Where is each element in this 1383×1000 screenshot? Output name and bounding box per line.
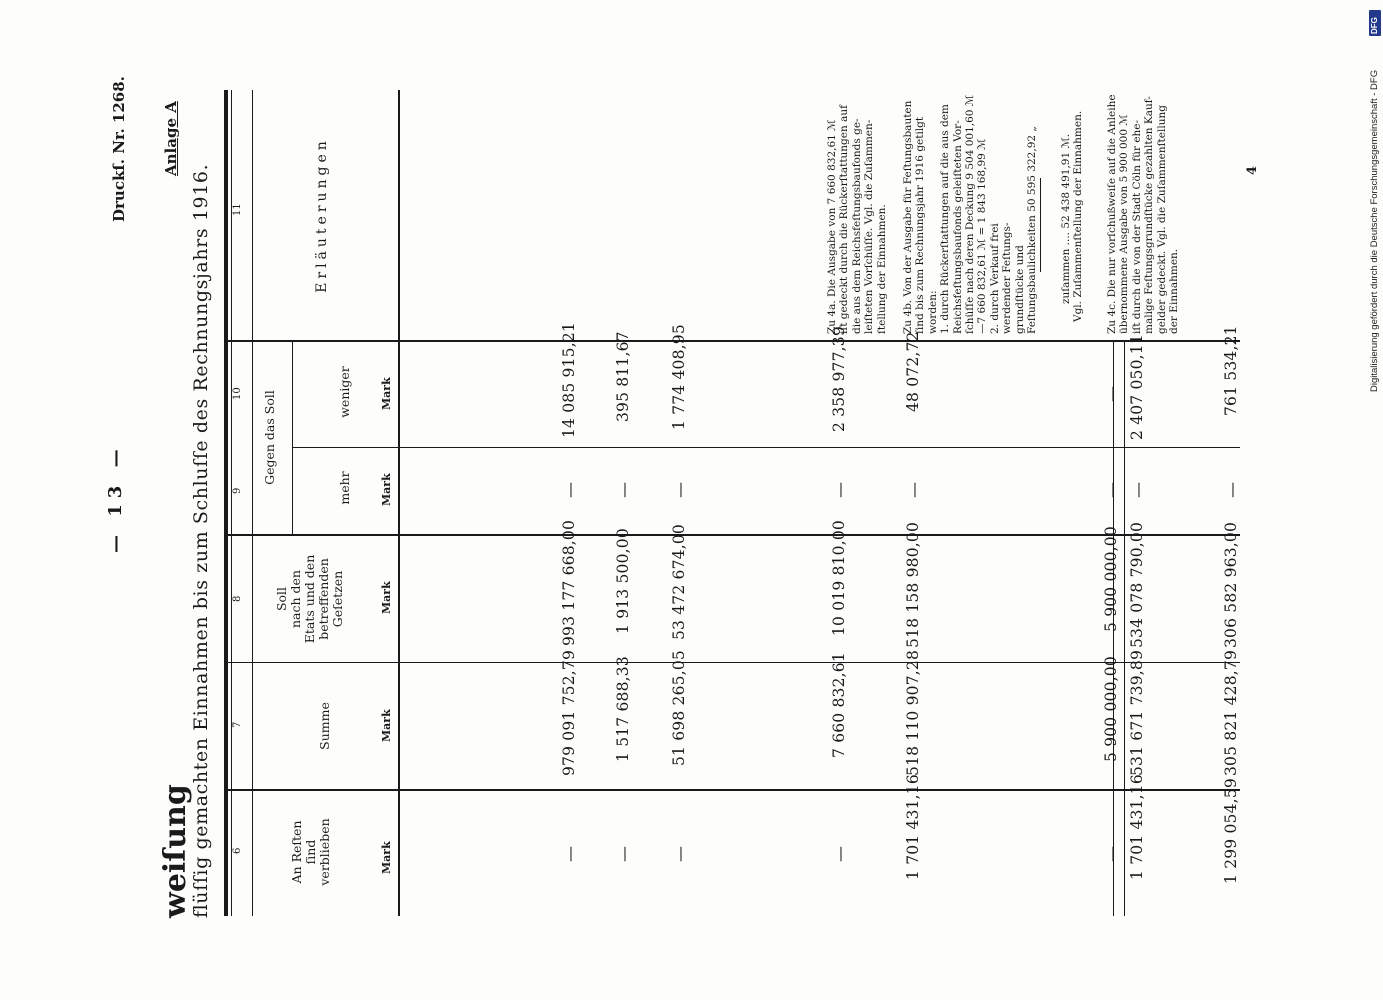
table-top-rule <box>224 90 228 916</box>
col-rule-9-10 <box>292 447 1240 448</box>
row8-col10: 761 534,21 <box>1222 325 1240 416</box>
row7-col10: 2 407 050,11 <box>1128 334 1146 440</box>
note-4b-total: zuſammen .... 52 438 491,91 ℳ. Vgl. Zuſammenſtellung der Einnahmen. <box>1060 110 1085 322</box>
row8-col7: 305 821 428,79 <box>1222 649 1240 776</box>
row4-col6: — <box>830 846 849 862</box>
row3-col9: — <box>670 482 689 498</box>
group-header: Gegen das Soll <box>262 390 277 485</box>
col-rule-7-8 <box>224 662 1240 663</box>
row5-col7: 518 110 907,28 <box>904 649 922 776</box>
row6-col9: — <box>1102 482 1121 498</box>
row1-col6: — <box>560 846 579 862</box>
annex-label: Anlage A <box>162 101 180 176</box>
row2-col7: 1 517 688,33 <box>614 656 632 762</box>
header-bottom-rule <box>398 90 400 916</box>
col-rule-10-11 <box>224 340 1240 342</box>
row4-col10: 2 358 977,39 <box>830 326 848 432</box>
row5-col6: 1 701 431,16 <box>904 774 922 880</box>
title-line: flüſſig gemachten Einnahmen bis zum Schluſſe des Rechnungsjahrs 1916. <box>190 163 212 918</box>
row1-col10: 14 085 915,21 <box>560 322 578 438</box>
note-4b-sum-rule <box>1040 178 1041 272</box>
row2-col8: 1 913 500,00 <box>614 528 632 634</box>
col8-header: Soll nach den Etats und den betreffenden Geſetzen <box>274 554 345 644</box>
row4-col7: 7 660 832,61 <box>830 652 848 758</box>
note-4a: Zu 4a. Die Ausgabe von 7 660 832,61 ℳ iſt gedeckt durch die Rückerſtattungen auf die aus dem Reichsfeſtungsbaufonds ge- leiſteten Vorſchüſſe. Vgl. die Zuſammen- ſtellung der Einnahmen. <box>826 104 888 334</box>
page-side-number: 4 <box>1245 165 1260 175</box>
row6-col10: — <box>1102 386 1121 402</box>
col11-number: 11 <box>232 203 243 216</box>
dfg-caption: Digitalisierung gefördert durch die Deutsche Forschungsgemeinschaft - DFG <box>1369 69 1380 392</box>
col8-unit: Mark <box>380 581 393 614</box>
note-4c: Zu 4c. Die nur vorſchußweiſe auf die Anleihe übernommene Ausgabe von 5 900 000 ℳ iſt durch die von der Stadt Cöln für ehe- malige Feſtungsgrundſtücke gezahlten Kauf- gelder gedeckt. Vgl. die Zuſammenſtellung der Einnahmen. <box>1106 94 1181 334</box>
col7-number: 7 <box>232 721 243 728</box>
row7-col9: — <box>1128 482 1147 498</box>
row8-col9: — <box>1222 482 1241 498</box>
col10-number: 10 <box>232 387 243 400</box>
header-rule <box>252 90 253 916</box>
row4-col9: — <box>830 482 849 498</box>
row7-col8: 534 078 790,00 <box>1128 521 1146 648</box>
row6-col7: 5 900 000,00 <box>1102 656 1120 762</box>
page-number: — 13 — <box>105 443 126 553</box>
row2-col10: 395 811,67 <box>614 331 632 422</box>
col10-header: weniger <box>337 366 352 418</box>
col8-number: 8 <box>232 595 243 602</box>
row2-col9: — <box>614 482 633 498</box>
row7-col7: 531 671 739,89 <box>1128 649 1146 776</box>
row3-col6: — <box>670 846 689 862</box>
col9-number: 9 <box>232 487 243 494</box>
col7-unit: Mark <box>380 709 393 742</box>
row1-col9: — <box>560 482 579 498</box>
col9-unit: Mark <box>380 473 393 506</box>
row5-col10: 48 072,72 <box>904 331 922 412</box>
row8-col6: 1 299 054,59 <box>1222 778 1240 884</box>
row3-col10: 1 774 408,95 <box>670 324 688 430</box>
row5-col8: 518 158 980,00 <box>904 521 922 648</box>
row1-col7: 979 091 752,79 <box>560 649 578 776</box>
row5-col9: — <box>904 482 923 498</box>
row2-col6: — <box>614 846 633 862</box>
row4-col8: 10 019 810,00 <box>830 520 848 636</box>
col10-unit: Mark <box>380 377 393 410</box>
col6-number: 6 <box>232 847 243 854</box>
row3-col7: 51 698 265,05 <box>670 650 688 766</box>
row6-col6: — <box>1102 846 1121 862</box>
row3-col8: 53 472 674,00 <box>670 524 688 640</box>
row6-col8: 5 900 000,00 <box>1102 526 1120 632</box>
col11-header: Erläuterungen <box>314 137 330 293</box>
col-rule-6-7 <box>224 789 1240 791</box>
row-rule-2 <box>1124 340 1125 916</box>
col9-header: mehr <box>337 471 352 505</box>
col6-unit: Mark <box>380 841 393 874</box>
row1-col8: 993 177 668,00 <box>560 519 578 646</box>
row8-col8: 306 582 963,00 <box>1222 521 1240 648</box>
col-rule-8-9 <box>224 534 1240 536</box>
note-4b: Zu 4b. Von der Ausgabe für Feſtungsbauten ſind bis zum Rechnungsjahr 1916 getilgt worden: 1. durch Rückerſtattungen auf die aus dem Reichsfeſtungsbaufonds geleiſteten Vor- ſchüſſe nach deren Deckung 9 504 001,60 ℳ —7 660 832,61 ℳ = 1 843 168,99 ℳ 2. durch Verkauf frei werdender Feſtungs- grundſtücke und Feſtungsbaulichkeiten 50 595 322,92 „ <box>902 94 1039 334</box>
col6-header: An Reſten ſind verblieben <box>289 818 332 886</box>
document-number: Druckſ. Nr. 1268. <box>110 76 128 222</box>
row7-col6: 1 701 431,16 <box>1128 774 1146 880</box>
dfg-logo: DFG <box>1369 10 1381 36</box>
group-rule <box>292 340 293 535</box>
col7-header: Summe <box>317 702 332 750</box>
title-fragment: weiſung <box>158 784 193 918</box>
